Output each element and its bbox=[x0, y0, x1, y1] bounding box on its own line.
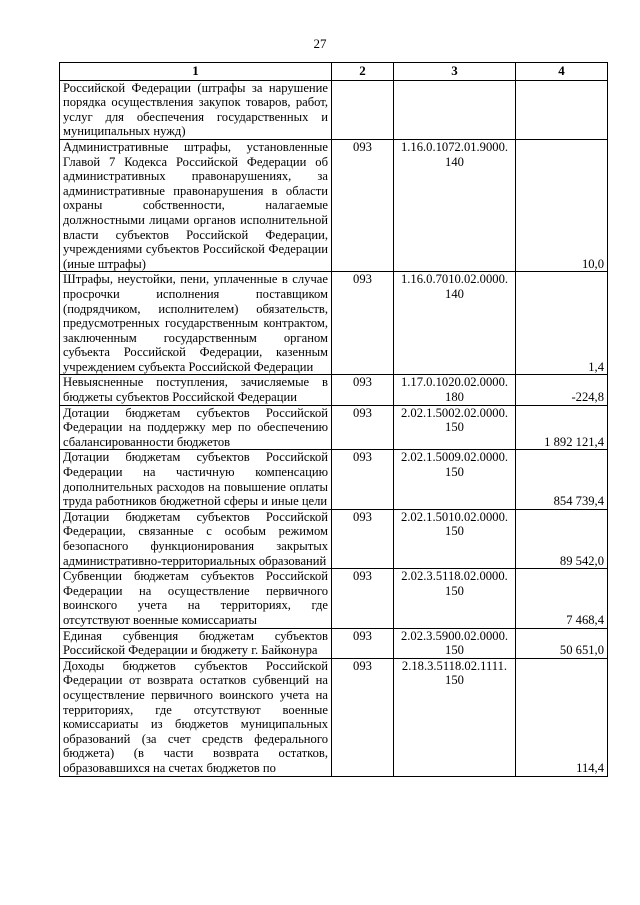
row-budget-code: 2.02.3.5118.02.0000. 150 bbox=[394, 569, 516, 628]
row-admin-code: 093 bbox=[332, 450, 394, 509]
row-amount: 89 542,0 bbox=[516, 509, 608, 568]
row-amount: 10,0 bbox=[516, 139, 608, 271]
row-amount bbox=[516, 80, 608, 139]
row-amount: -224,8 bbox=[516, 375, 608, 405]
row-admin-code: 093 bbox=[332, 375, 394, 405]
table-row bbox=[60, 80, 608, 139]
table-row bbox=[60, 658, 608, 776]
column-header: 3 bbox=[394, 63, 516, 81]
row-admin-code: 093 bbox=[332, 272, 394, 375]
row-amount: 1 892 121,4 bbox=[516, 405, 608, 450]
row-amount: 854 739,4 bbox=[516, 450, 608, 509]
row-amount: 114,4 bbox=[516, 658, 608, 776]
row-budget-code: 2.18.3.5118.02.1111. 150 bbox=[394, 658, 516, 776]
row-name: Дотации бюджетам субъектов Российской Федерации, связанные с особым режимом безопасного функционирования закрытых административно-территориальных образований bbox=[60, 509, 332, 568]
row-admin-code bbox=[332, 80, 394, 139]
table-row bbox=[60, 375, 608, 405]
row-budget-code: 1.17.0.1020.02.0000. 180 bbox=[394, 375, 516, 405]
row-amount: 7 468,4 bbox=[516, 569, 608, 628]
table-row bbox=[60, 405, 608, 450]
revenue-table bbox=[59, 62, 608, 777]
table-row bbox=[60, 139, 608, 271]
row-admin-code: 093 bbox=[332, 405, 394, 450]
row-budget-code: 2.02.1.5002.02.0000. 150 bbox=[394, 405, 516, 450]
table-row bbox=[60, 272, 608, 375]
row-name: Дотации бюджетам субъектов Российской Федерации на поддержку мер по обеспечению сбалансированности бюджетов bbox=[60, 405, 332, 450]
row-admin-code: 093 bbox=[332, 139, 394, 271]
row-budget-code: 1.16.0.1072.01.9000. 140 bbox=[394, 139, 516, 271]
row-budget-code: 1.16.0.7010.02.0000. 140 bbox=[394, 272, 516, 375]
row-name: Штрафы, неустойки, пени, уплаченные в случае просрочки исполнения поставщиком (подрядчиком, исполнителем) обязательств, предусмотренных государственным контрактом, заключенным государственным органом субъекта Российской Федерации, казенным учреждением субъекта Российской Федерации bbox=[60, 272, 332, 375]
table-row bbox=[60, 569, 608, 628]
row-name: Доходы бюджетов субъектов Российской Федерации от возврата остатков субвенций на осуществление первичного воинского учета на территориях, где отсутствуют военные комиссариаты из бюджетов муниципальных образований (за счет средств федерального бюджета) (в части возврата остатков, образовавшихся на счетах бюджетов по bbox=[60, 658, 332, 776]
row-name: Невыясненные поступления, зачисляемые в бюджеты субъектов Российской Федерации bbox=[60, 375, 332, 405]
row-admin-code: 093 bbox=[332, 569, 394, 628]
row-admin-code: 093 bbox=[332, 628, 394, 658]
table-row bbox=[60, 628, 608, 658]
row-name: Административные штрафы, установленные Главой 7 Кодекса Российской Федерации об административных правонарушениях, за административные правонарушения в области охраны собственности, налагаемые должностными лицами органов исполнительной власти субъектов Российской Федерации, учреждениями субъектов Российской Федерации (иные штрафы) bbox=[60, 139, 332, 271]
column-header: 1 bbox=[60, 63, 332, 81]
row-budget-code: 2.02.1.5009.02.0000. 150 bbox=[394, 450, 516, 509]
row-name: Дотации бюджетам субъектов Российской Федерации на частичную компенсацию дополнительных расходов на повышение оплаты труда работников бюджетной сферы и иные цели bbox=[60, 450, 332, 509]
row-name: Единая субвенция бюджетам субъектов Российской Федерации и бюджету г. Байконура bbox=[60, 628, 332, 658]
row-budget-code: 2.02.1.5010.02.0000. 150 bbox=[394, 509, 516, 568]
row-name: Субвенции бюджетам субъектов Российской Федерации на осуществление первичного воинского учета на территориях, где отсутствуют военные комиссариаты bbox=[60, 569, 332, 628]
table-row bbox=[60, 450, 608, 509]
header-row bbox=[60, 63, 608, 81]
row-admin-code: 093 bbox=[332, 658, 394, 776]
table-row bbox=[60, 509, 608, 568]
row-admin-code: 093 bbox=[332, 509, 394, 568]
row-amount: 1,4 bbox=[516, 272, 608, 375]
column-header: 4 bbox=[516, 63, 608, 81]
row-name: Российской Федерации (штрафы за нарушение порядка осуществления закупок товаров, работ, услуг для обеспечения государственных и муниципальных нужд) bbox=[60, 80, 332, 139]
row-budget-code: 2.02.3.5900.02.0000. 150 bbox=[394, 628, 516, 658]
row-budget-code bbox=[394, 80, 516, 139]
row-amount: 50 651,0 bbox=[516, 628, 608, 658]
column-header: 2 bbox=[332, 63, 394, 81]
page-number: 27 bbox=[313, 36, 327, 51]
